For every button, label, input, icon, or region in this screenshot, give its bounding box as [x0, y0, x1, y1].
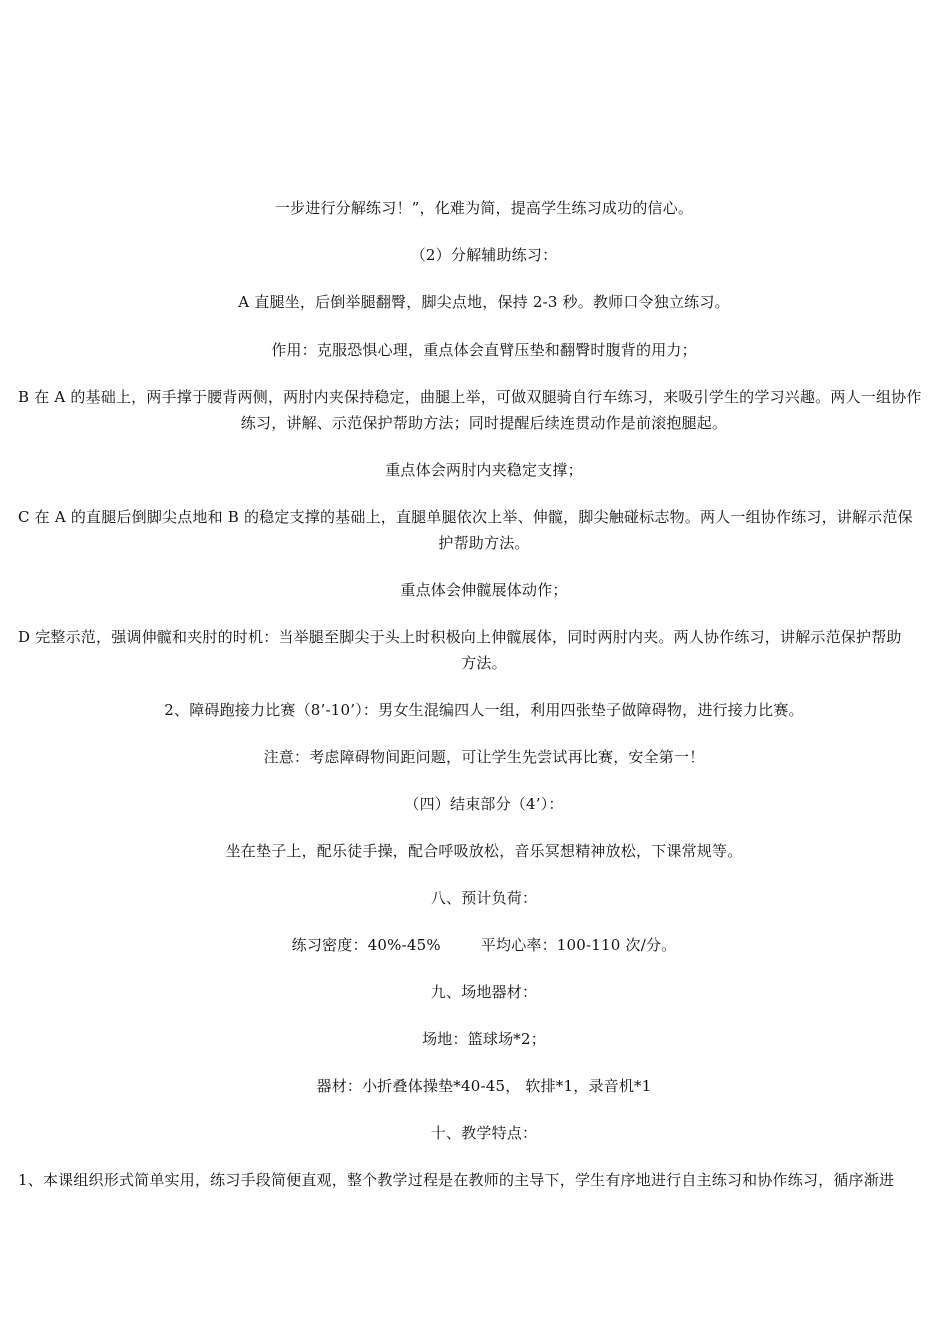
paragraph-text: 一步进行分解练习！”，化难为简，提高学生练习成功的信心。 — [274, 199, 694, 217]
exercise-b-text-2: 练习，讲解、示范保护帮助方法；同时提醒后续连贯动作是前滚抱腿起。 — [240, 414, 728, 432]
exercise-a-purpose — [18, 337, 950, 363]
safety-note-text: 注意：考虑障碍物间距问题，可让学生先尝试再比赛，安全第一！ — [263, 748, 705, 766]
exercise-a-purpose-text: 作用：克服恐惧心理，重点体会直臂压垫和翻臀时腹背的用力； — [271, 341, 697, 359]
heading-teaching-features — [18, 1120, 950, 1146]
heading-expected-load — [18, 885, 950, 911]
heading-venue-equipment — [18, 979, 950, 1005]
average-heart-rate: 平均心率：100-110 次/分。 — [480, 936, 677, 954]
expected-load-values — [18, 932, 950, 958]
exercise-b-line-2 — [18, 410, 950, 436]
heading-decomposition-exercises — [18, 242, 950, 268]
venue-text: 场地：篮球场*2； — [422, 1030, 546, 1048]
exercise-c-line-1 — [18, 504, 950, 530]
exercise-a — [18, 289, 950, 315]
exercise-a-text: A 直腿坐，后倒举腿翻臀，脚尖点地，保持 2-3 秒。教师口令独立练习。 — [238, 293, 730, 311]
exercise-c-line-2 — [18, 530, 950, 556]
exercise-b-line-1 — [18, 384, 950, 410]
exercise-d-line-2 — [18, 650, 950, 676]
exercise-c-text-2: 护帮助方法。 — [438, 534, 530, 552]
exercise-d-text-1: D 完整示范，强调伸髋和夹肘的时机：当举腿至脚尖于头上时积极向上伸髋展体，同时两肘内夹。两人协作练习，讲解示范保护帮助 — [18, 628, 902, 646]
heading-text: 九、场地器材： — [430, 983, 538, 1001]
exercise-b-focus — [18, 457, 950, 483]
exercise-b-focus-text: 重点体会两肘内夹稳定支撑； — [385, 461, 583, 479]
closing-activities-text: 坐在垫子上，配乐徒手操，配合呼吸放松，音乐冥想精神放松，下课常规等。 — [225, 842, 743, 860]
exercise-d-line-1 — [18, 624, 950, 650]
teaching-feature-1 — [18, 1167, 950, 1193]
exercise-c-focus — [18, 577, 950, 603]
heading-closing-section — [18, 791, 950, 817]
teaching-feature-1-text: 1、本课组织形式简单实用，练习手段简便直观，整个教学过程是在教师的主导下，学生有序地进行自主练习和协作练习，循序渐进 — [18, 1171, 895, 1189]
heading-text: （四）结束部分（4’）： — [404, 795, 564, 813]
heading-text: 八、预计负荷： — [430, 889, 538, 907]
exercise-c-focus-text: 重点体会伸髋展体动作； — [400, 581, 568, 599]
relay-race-text: 2、障碍跑接力比赛（8’-10’）：男女生混编四人一组，利用四张垫子做障碍物，进行接力比赛。 — [164, 701, 804, 719]
exercise-b-text-1: B 在 A 的基础上，两手撑于腰背两侧，两肘内夹保持稳定，曲腿上举，可做双腿骑自行车练习，来吸引学生的学习兴趣。两人一组协作 — [18, 388, 922, 406]
heading-text: （2）分解辅助练习： — [410, 246, 558, 264]
relay-race — [18, 697, 950, 723]
equipment-text: 器材：小折叠体操垫*40-45， 软排*1，录音机*1 — [316, 1077, 652, 1095]
exercise-d-text-2: 方法。 — [461, 654, 507, 672]
exercise-density: 练习密度：40%-45% — [291, 936, 441, 954]
venue — [18, 1026, 950, 1052]
safety-note — [18, 744, 950, 770]
heading-text: 十、教学特点： — [430, 1124, 538, 1142]
equipment — [18, 1073, 950, 1099]
closing-activities — [18, 838, 950, 864]
exercise-c-text-1: C 在 A 的直腿后倒脚尖点地和 B 的稳定支撑的基础上，直腿单腿依次上举、伸髋，脚尖触碰标志物。两人一组协作练习，讲解示范保 — [18, 508, 913, 526]
paragraph-decomposition-intro — [18, 195, 950, 221]
